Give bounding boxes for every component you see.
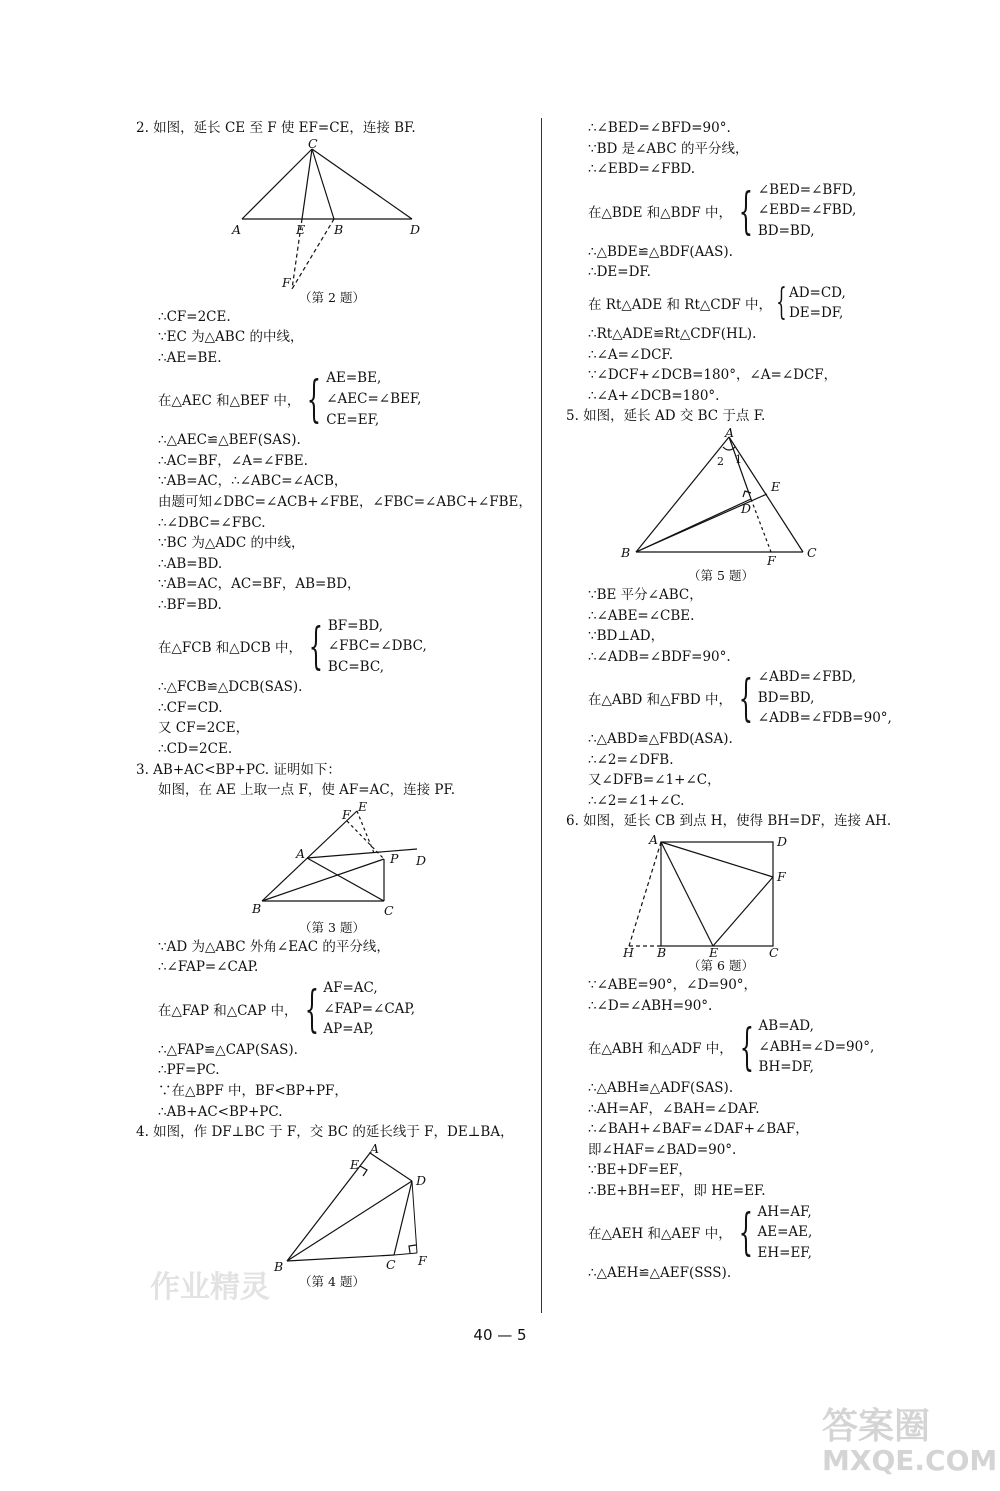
system-prefix: 在△AEH 和△AEF 中，: [588, 1226, 732, 1243]
system-prefix: 在 Rt△ADE 和 Rt△CDF 中，: [588, 297, 773, 314]
left-column: [136, 118, 532, 1291]
q2-line: ∴AC=BF，∠A=∠FBE.: [158, 452, 308, 469]
q3-system-1: [136, 978, 528, 1040]
q4-line: ∴DE=DF.: [588, 264, 651, 281]
fig3-caption: （第 3 题）: [299, 919, 365, 935]
q5-line: ∵BE 平分∠ABC，: [588, 586, 703, 603]
q6-line: ∴BE+BH=EF，即 HE=EF.: [588, 1182, 766, 1199]
q2-system-2: [136, 616, 528, 678]
fig6-label-a: A: [649, 832, 659, 848]
system-row: BH=DF,: [758, 1059, 814, 1076]
system-row: EH=EF,: [757, 1244, 812, 1261]
q4-line: ∴Rt△ADE≌Rt△CDF(HL).: [588, 325, 757, 342]
watermark-url: MXQE.COM: [822, 1444, 998, 1477]
q4-line: ∴∠A+∠DCB=180°.: [588, 387, 720, 404]
q2-line: ∴AB=BD.: [158, 555, 223, 572]
fig5-label-f: F: [767, 552, 776, 567]
figure-6: [621, 832, 821, 957]
q2-line: ∴BF=BD.: [158, 596, 222, 613]
brace-symbol: {: [738, 181, 754, 240]
fig4-label-b: B: [274, 1258, 284, 1273]
q6-line: ∵BE+DF=EF，: [588, 1162, 692, 1179]
system-row: BD=BD,: [757, 222, 815, 239]
system-row: ∠ABD=∠FBD,: [757, 669, 857, 686]
right-column: [566, 118, 892, 1284]
brace-symbol: {: [739, 1018, 754, 1077]
q4-line: ∴△BDE≌△BDF(AAS).: [588, 243, 733, 260]
q4-line: ∵BD 是∠ABC 的平分线，: [588, 140, 749, 157]
q2-line: ∴△FCB≌△DCB(SAS).: [158, 679, 303, 696]
fig3-label-d: D: [416, 852, 427, 868]
figure-2: [212, 139, 452, 289]
figure-3: [232, 801, 432, 919]
q2-system-1: [136, 368, 528, 430]
figure-5: [611, 427, 831, 567]
fig6-label-c: C: [769, 945, 779, 958]
system-row: AF=AC,: [323, 980, 378, 997]
q2-line: 由题可知∠DBC=∠ACB+∠FBE，∠FBC=∠ABC+∠FBE，: [158, 493, 532, 510]
fig3-label-b: B: [252, 900, 262, 916]
system-row: ∠EBD=∠FBD,: [757, 202, 857, 219]
system-prefix: 在△ABD 和△FBD 中，: [588, 692, 732, 709]
q4-line: ∴∠BED=∠BFD=90°.: [588, 120, 731, 136]
q4-line: ∵∠DCF+∠DCB=180°，∠A=∠DCF，: [588, 367, 838, 384]
q2-line: ∵AB=AC，∴∠ABC=∠ACB，: [158, 473, 348, 490]
fig6-label-f: F: [777, 869, 786, 885]
q5-line: ∴∠ADB=∠BDF=90°.: [588, 648, 731, 665]
system-row: ∠FBC=∠DBC,: [327, 638, 427, 655]
page-number: 40 — 5: [473, 1326, 527, 1344]
q4-line: ∴∠EBD=∠FBD.: [588, 161, 696, 178]
system-row: DE=DF,: [788, 305, 844, 322]
system-row: ∠ADB=∠FDB=90°,: [757, 710, 892, 727]
q4-system-2: [566, 283, 876, 324]
q6-line: ∴AH=AF，∠BAH=∠DAF.: [588, 1100, 760, 1117]
q2-line: ∴CF=2CE.: [158, 308, 231, 325]
q4-system-1: [566, 180, 876, 242]
fig5-label-b: B: [621, 544, 631, 560]
q6-system-2: [566, 1202, 876, 1264]
fig5-label-c: C: [807, 544, 817, 560]
fig3-label-a: A: [296, 845, 306, 861]
system-prefix: 在△BDE 和△BDF 中，: [588, 204, 733, 221]
q5-line: 又∠DFB=∠1+∠C，: [588, 772, 721, 789]
system-prefix: 在△ABH 和△ADF 中，: [588, 1041, 733, 1058]
column-divider: [541, 118, 542, 1313]
q4-line: ∴∠A=∠DCF.: [588, 346, 673, 363]
q5-line: ∴∠2=∠DFB.: [588, 751, 674, 768]
q6-system-1: [566, 1016, 876, 1078]
q3-line: ∴△FAP≌△CAP(SAS).: [158, 1041, 298, 1058]
fig2-label-a: A: [232, 221, 242, 237]
brace-symbol: {: [308, 617, 324, 676]
system-row: ∠ABH=∠D=90°,: [758, 1038, 875, 1055]
fig6-label-e: E: [709, 945, 719, 958]
system-row: BD=BD,: [757, 689, 815, 706]
fig2-label-c: C: [308, 138, 318, 151]
q3-line: ∴AB+AC<BP+PC.: [158, 1103, 283, 1120]
watermark-text: 作业精灵: [150, 1270, 270, 1305]
q2-line: ∴∠DBC=∠FBC.: [158, 514, 266, 531]
brace-symbol: {: [307, 370, 322, 429]
watermark-brand: 答案圈: [822, 1406, 931, 1447]
system-row: AH=AF,: [757, 1203, 812, 1220]
q5-line: ∴∠2=∠1+∠C.: [588, 792, 685, 809]
q3-title: 3. AB+AC<BP+PC. 证明如下：: [136, 761, 341, 778]
q6-line: ∵∠ABE=90°，∠D=90°，: [588, 977, 758, 994]
fig4-label-e: E: [350, 1156, 360, 1172]
q2-line: ∵EC 为△ABC 的中线，: [158, 329, 304, 346]
fig5-label-1: 1: [735, 452, 742, 466]
fig6-label-d: D: [777, 834, 788, 850]
fig2-label-d: D: [410, 221, 421, 237]
fig2-label-f: F: [282, 274, 291, 289]
fig6-label-b: B: [657, 945, 667, 958]
fig5-label-d: D: [741, 500, 752, 516]
q2-line: ∴AE=BE.: [158, 349, 222, 366]
system-prefix: 在△AEC 和△BEF 中，: [158, 393, 301, 410]
q5-title: 5. 如图，延长 AD 交 BC 于点 F.: [566, 408, 766, 425]
q2-line: ∵AB=AC，AC=BF，AB=BD，: [158, 576, 361, 593]
brace-symbol: {: [738, 1203, 753, 1262]
system-prefix: 在△FCB 和△DCB 中，: [158, 640, 303, 657]
fig4-label-f: F: [418, 1252, 427, 1268]
q2-line: ∴CD=2CE.: [158, 741, 233, 758]
q2-line: ∴△AEC≌△BEF(SAS).: [158, 432, 301, 449]
system-row: ∠FAP=∠CAP,: [323, 1000, 416, 1017]
fig2-label-e: E: [296, 221, 306, 237]
fig5-label-e: E: [771, 478, 781, 494]
q6-title: 6. 如图，延长 CB 到点 H，使得 BH=DF，连接 AH.: [566, 813, 892, 830]
q3-line: ∴∠FAP=∠CAP.: [158, 959, 259, 976]
brace-symbol: {: [738, 669, 754, 728]
q2-line: ∴CF=CD.: [158, 699, 223, 716]
system-row: AP=AP,: [323, 1021, 374, 1038]
q3-line: ∴PF=PC.: [158, 1062, 220, 1079]
fig6-caption: （第 6 题）: [688, 958, 754, 974]
system-row: AB=AD,: [758, 1018, 814, 1035]
fig2-label-b: B: [334, 221, 344, 237]
q3-line: ∵在△BPF 中，BF<BP+PF，: [158, 1083, 348, 1099]
system-prefix: 在△FAP 和△CAP 中，: [158, 1002, 298, 1019]
system-row: AE=AE,: [757, 1224, 813, 1241]
system-row: ∠AEC=∠BEF,: [326, 390, 422, 407]
system-row: AD=CD,: [788, 284, 846, 301]
fig3-label-e: E: [358, 800, 368, 814]
q5-line: ∴△ABD≌△FBD(ASA).: [588, 731, 733, 748]
q2-line: ∵BC 为△ADC 的中线，: [158, 535, 305, 552]
fig5-label-a: A: [725, 426, 735, 440]
q4-title: 4. 如图，作 DF⊥BC 于 F，交 BC 的延长线于 F，DE⊥BA，: [136, 1124, 514, 1141]
q3-line: ∵AD 为△ABC 外角∠EAC 的平分线，: [158, 938, 390, 955]
system-row: AE=BE,: [326, 370, 382, 387]
fig5-label-2: 2: [717, 454, 724, 468]
figure-4: [232, 1143, 432, 1273]
q6-line: ∴△ABH≌△ADF(SAS).: [588, 1080, 734, 1096]
q6-line: ∴△AEH≌△AEF(SSS).: [588, 1265, 732, 1282]
fig4-caption: （第 4 题）: [299, 1273, 365, 1289]
fig3-label-c: C: [384, 902, 394, 918]
fig3-label-p: P: [390, 850, 399, 866]
q5-line: ∵BD⊥AD，: [588, 628, 665, 645]
q2-title: 2. 如图，延长 CE 至 F 使 EF=CE，连接 BF.: [136, 120, 416, 136]
q5-system-1: [566, 667, 892, 729]
system-row: ∠BED=∠BFD,: [757, 181, 857, 198]
fig6-label-h: H: [623, 945, 634, 958]
fig3-label-f: F: [342, 806, 351, 822]
q3-line: 如图，在 AE 上取一点 F，使 AF=AC，连接 PF.: [158, 782, 456, 799]
fig2-caption: （第 2 题）: [299, 289, 365, 305]
system-row: BF=BD,: [327, 617, 384, 634]
fig4-label-d: D: [416, 1172, 427, 1188]
q6-line: 即∠HAF=∠BAD=90°.: [588, 1141, 737, 1158]
fig4-label-a: A: [370, 1142, 380, 1156]
system-row: BC=BC,: [327, 658, 384, 675]
brace-symbol: {: [776, 282, 787, 324]
fig4-label-c: C: [386, 1256, 396, 1272]
q6-line: ∴∠BAH+∠BAF=∠DAF+∠BAF，: [588, 1121, 809, 1138]
q6-line: ∴∠D=∠ABH=90°.: [588, 997, 713, 1014]
fig5-caption: （第 5 题）: [688, 567, 754, 583]
brace-symbol: {: [304, 979, 319, 1038]
q5-line: ∴∠ABE=∠CBE.: [588, 607, 695, 624]
system-row: CE=EF,: [326, 411, 380, 428]
q2-line: 又 CF=2CE，: [158, 720, 250, 737]
